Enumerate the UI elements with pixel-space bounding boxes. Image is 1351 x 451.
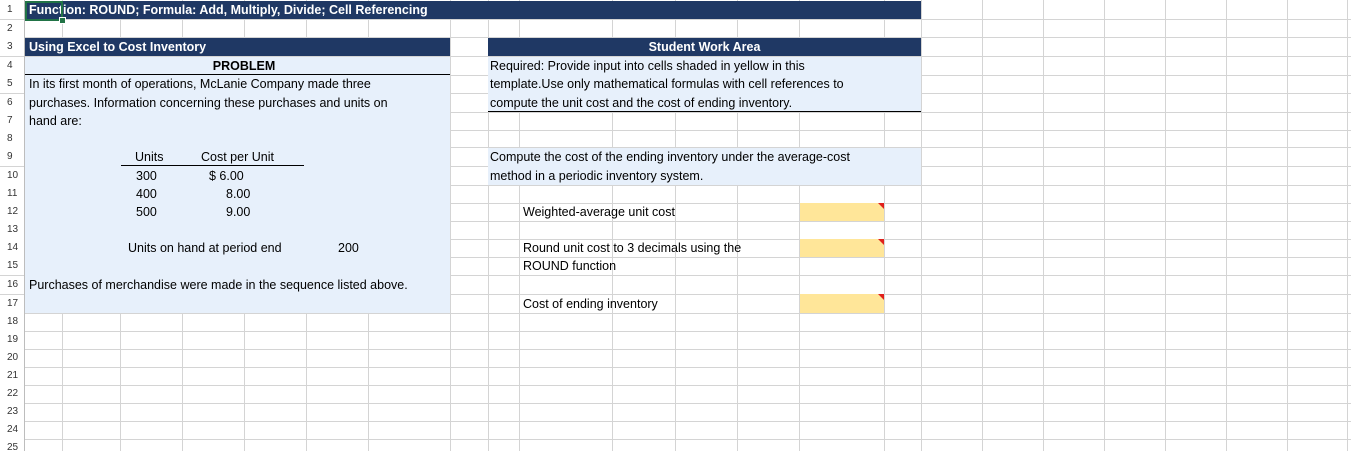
row-number[interactable]: 20 [0, 349, 24, 367]
units-value: 300 [136, 169, 157, 183]
problem-text-line: hand are: [29, 114, 82, 128]
row-number[interactable]: 14 [0, 239, 24, 257]
row-number[interactable]: 24 [0, 421, 24, 439]
row-number[interactable]: 22 [0, 385, 24, 403]
row-number[interactable]: 9 [0, 148, 24, 166]
row-number[interactable]: 11 [0, 185, 24, 203]
row-number[interactable]: 7 [0, 112, 24, 130]
row-number[interactable]: 2 [0, 20, 24, 38]
required-text-line: Required: Provide input into cells shaded in yellow in this [490, 59, 805, 73]
row-header-border [24, 0, 25, 451]
required-divider [488, 111, 921, 112]
cost-column-header: Cost per Unit [201, 150, 274, 164]
cost-value: 8.00 [226, 187, 251, 201]
round-function-label: ROUND function [523, 259, 617, 273]
cost-value: 9.00 [226, 205, 251, 219]
weighted-average-input[interactable] [800, 203, 884, 221]
row-number[interactable]: 16 [0, 276, 24, 294]
ending-inventory-cost-input[interactable] [800, 294, 884, 313]
row-number[interactable]: 21 [0, 367, 24, 385]
row-number[interactable]: 3 [0, 38, 24, 56]
units-value: 500 [136, 205, 157, 219]
units-column-header: Units [135, 150, 164, 164]
active-cell-selection[interactable] [25, 1, 63, 21]
problem-subheader: PROBLEM [212, 59, 276, 73]
instruction-text-line: method in a periodic inventory system. [490, 169, 704, 183]
rounded-unit-cost-input[interactable] [800, 239, 884, 257]
student-work-area-header: Student Work Area [648, 40, 761, 54]
purchase-sequence-note: Purchases of merchandise were made in the sequence listed above. [29, 278, 408, 292]
required-text-line: template.Use only mathematical formulas with cell references to [490, 77, 844, 91]
ending-inventory-label: Cost of ending inventory [523, 297, 658, 311]
row-number[interactable]: 23 [0, 403, 24, 421]
units-on-hand-label: Units on hand at period end [128, 241, 282, 255]
row-number[interactable]: 4 [0, 57, 24, 75]
row-number[interactable]: 13 [0, 221, 24, 239]
row-number[interactable]: 5 [0, 75, 24, 93]
problem-text-line: purchases. Information concerning these purchases and units on [29, 96, 388, 110]
problem-header: Using Excel to Cost Inventory [29, 40, 207, 54]
round-instruction-label: Round unit cost to 3 decimals using the [523, 241, 742, 255]
comment-indicator[interactable] [878, 203, 884, 209]
weighted-average-label: Weighted-average unit cost [523, 205, 675, 219]
row-number[interactable]: 17 [0, 295, 24, 313]
instruction-text-line: Compute the cost of the ending inventory under the average-cost [490, 150, 850, 164]
row-number[interactable]: 15 [0, 257, 24, 275]
cost-value: $ 6.00 [209, 169, 244, 183]
comment-indicator[interactable] [878, 294, 884, 300]
required-text-line: compute the unit cost and the cost of ending inventory. [490, 96, 793, 110]
units-value: 400 [136, 187, 157, 201]
row-number[interactable]: 18 [0, 313, 24, 331]
row-number[interactable]: 25 [0, 439, 24, 451]
table-header-underline [121, 165, 304, 166]
comment-indicator[interactable] [878, 239, 884, 245]
units-on-hand-value: 200 [338, 241, 359, 255]
row-number[interactable]: 6 [0, 94, 24, 112]
problem-text-line: In its first month of operations, McLanie Company made three [29, 77, 371, 91]
row-number[interactable]: 19 [0, 331, 24, 349]
row-number[interactable]: 12 [0, 203, 24, 221]
fill-handle[interactable] [59, 17, 66, 24]
row-number[interactable]: 8 [0, 130, 24, 148]
sheet-title: Function: ROUND; Formula: Add, Multiply, Divide; Cell Referencing [29, 3, 428, 17]
row-number[interactable]: 10 [0, 167, 24, 185]
row-number[interactable]: 1 [0, 1, 24, 19]
